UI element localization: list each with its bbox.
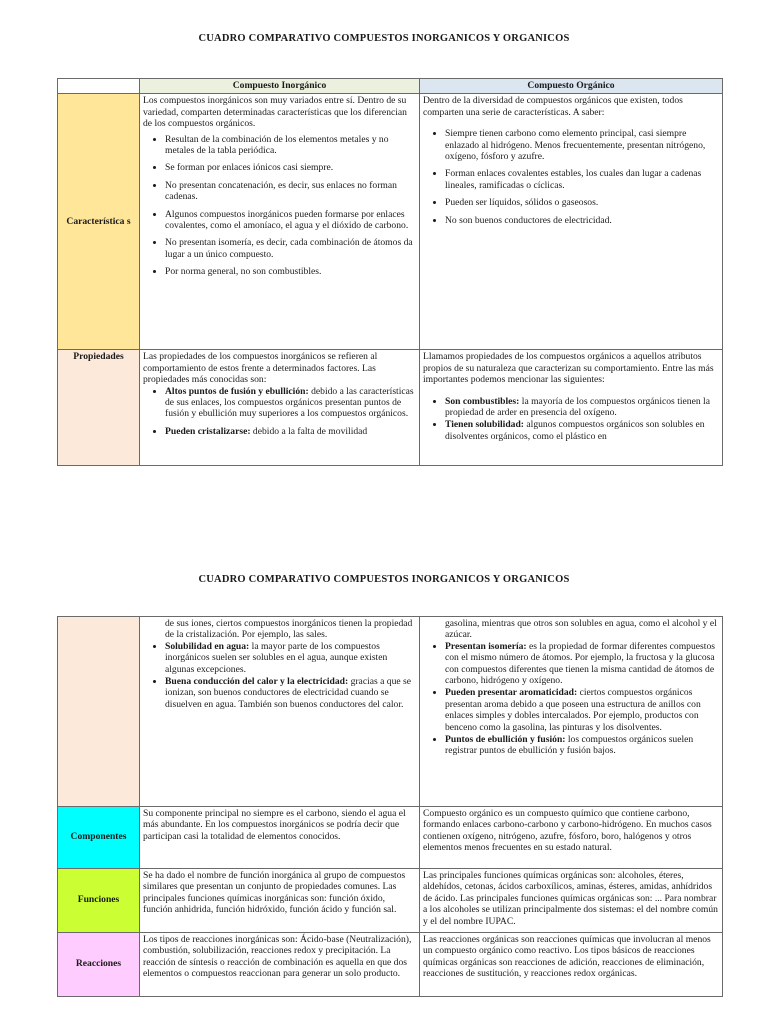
term-text: la mayor parte de los compuestos inorgánicos suelen ser solubles en el agua, aunque existen algunas excepciones. [165,640,388,675]
list-item [445,734,719,757]
list-item [445,396,719,419]
propiedades-inorg-intro: Las propiedades de los compuestos inorgánicos se refieren al comportamiento de estos frente a determinados factores. Las propiedades más conocidas son: [143,351,378,386]
label-funciones: Funciones [58,869,140,933]
list-item [165,641,416,675]
term-text: algunos compuestos orgánicos son solubles en disolventes orgánicos, como el plástico en [445,419,705,442]
continuacion-organic [420,617,723,807]
propiedades-org-list [423,396,719,443]
label-propiedades-continued [58,617,140,807]
list-item: • Resultan de la combinación de los elementos metales y no metales de la tabla periódica. [165,134,416,157]
list-item [445,419,719,442]
propiedades-inorganic [140,350,420,466]
term: Solubilidad en agua: [165,640,250,652]
list-item: • Algunos compuestos inorgánicos pueden formarse por enlaces covalentes, como el amoníaco, el agua y el dióxido de carbono. [165,209,416,232]
row-caracteristicas [58,94,723,350]
comparison-table-page-2 [57,616,723,997]
term-text: es la propiedad de formar diferentes compuestos con el mismo número de átomos. Por ejemplo, la fructosa y la glucosa con compuestos diferentes que tienen la misma cantidad de átomos de carbono, hidrógeno y oxígeno. [445,640,715,687]
reacciones-organic: Las reacciones orgánicas son reacciones químicas que involucran al menos un compuesto orgánico como reactivo. Los tipos básicos de reacciones químicas orgánicas son reacciones de adición, reacciones de eliminación, reacciones de sustitución, y reacciones redox orgánicas. [420,933,723,997]
componentes-organic: Compuesto orgánico es un compuesto químico que contiene carbono, formando enlaces carbono-carbono y carbono-hidrógeno. En muchos casos contienen oxígeno, nitrógeno, azufre, fósforo, boro, halógenos y otros elementos menos frecuentes en su estado natural. [420,807,723,869]
continuacion-inorganic [140,617,420,807]
continuacion-inorg-list [143,641,416,710]
list-item: • No son buenos conductores de electricidad. [445,215,719,226]
term-text: los compuestos orgánicos suelen registrar puntos de ebullición y fusión bajos. [445,734,694,757]
funciones-organic: Las principales funciones químicas orgánicas son: alcoholes, éteres, aldehídos, cetonas, ácidos carboxílicos, aminas, ésteres, amidas, anhídridos de ácido. Las principales funciones químicas orgánicas son: ... Para nombrar a los alcoholes se utilizan principalmente dos sistemas: el del nombre común y el del nombre IUPAC. [420,869,723,933]
label-componentes: Componentes [58,807,140,869]
caracteristicas-inorg-list [143,134,416,278]
list-item [445,641,719,687]
caracteristicas-org-intro: Dentro de la diversidad de compuestos orgánicos que existen, todos comparten una serie de características. A saber: [423,95,683,118]
list-item: • Por norma general, no son combustibles. [165,266,416,277]
table-header-row [58,79,723,94]
term: Puntos de ebullición y fusión: [445,734,566,746]
componentes-inorganic: Su componente principal no siempre es el carbono, siendo el agua el más abundante. En los compuestos inorgánicos se podría decir que participan casi la totalidad de elementos conocidos. [140,807,420,869]
propiedades-org-intro: Llamamos propiedades de los compuestos orgánicos a aquellos atributos propios de su naturaleza que caracterizan su comportamiento. Entre las más importantes podemos mencionar las siguientes: [423,351,714,386]
list-item: • Forman enlaces covalentes estables, los cuales dan lugar a cadenas lineales, ramificadas o cíclicas. [445,168,719,191]
continuacion-org-lead: gasolina, mientras que otros son solubles en agua, como el alcohol y el azúcar. [445,618,717,641]
term: Altos puntos de fusión y ebullición: [165,385,309,397]
label-reacciones: Reacciones [58,933,140,997]
row-propiedades [58,350,723,466]
term: Pueden presentar aromaticidad: [445,687,578,699]
header-organic: Compuesto Orgánico [420,79,723,94]
propiedades-inorg-list [143,386,416,438]
reacciones-inorganic: Los tipos de reacciones inorgánicas son: Ácido-base (Neutralización), combustión, solubilización, reacciones redox y precipitación. La reacción de síntesis o reacción de combinación es aquella en que dos elementos o compuestos reaccionan para generar un solo producto. [140,933,420,997]
term-text: ciertos compuestos orgánicos presentan aroma debido a que poseen una estructura de anillos con enlaces simples y dobles intercalados. Por ejemplo, productos con benceno como la gasolina, las pinturas y los disolventes. [445,687,701,733]
term: Presentan isomería: [445,640,527,652]
term: Pueden cristalizarse: [165,425,251,437]
term: Buena conducción del calor y la electricidad: [165,676,349,688]
continuacion-org-list [423,641,719,757]
header-empty-cell [58,79,140,94]
header-inorganic: Compuesto Inorgánico [140,79,420,94]
row-funciones [58,869,723,933]
list-item: • Pueden ser líquidos, sólidos o gaseosos. [445,197,719,208]
caracteristicas-inorganic [140,94,420,350]
caracteristicas-inorg-intro: Los compuestos inorgánicos son muy variados entre sí. Dentro de su variedad, comparten determinadas características que los diferencian de los compuestos orgánicos. [143,95,407,130]
list-item [445,687,719,733]
list-item: • Siempre tienen carbono como elemento principal, casi siempre enlazado al hidrógeno. Menos frecuentemente, presentan nitrógeno, oxígeno, fósforo y azufre. [445,128,719,162]
list-item [165,676,416,710]
list-item: • No presentan isomería, es decir, cada combinación de átomos da lugar a un único compuesto. [165,237,416,260]
list-item [165,386,416,420]
list-item: • Se forman por enlaces iónicos casi siempre. [165,162,416,173]
term-text: gracias a que se ionizan, son buenos conductores de electricidad cuando se disuelven en agua. También son buenos conductores del calor. [165,676,412,710]
row-propiedades-continued [58,617,723,807]
term-text: debido a la falta de movilidad [250,425,368,437]
list-item: • No presentan concatenación, es decir, sus enlaces no forman cadenas. [165,180,416,203]
caracteristicas-organic [420,94,723,350]
term: Son combustibles: [445,395,520,407]
row-componentes [58,807,723,869]
funciones-inorganic: Se ha dado el nombre de función inorgánica al grupo de compuestos similares que presentan un conjunto de propiedades comunes. Las principales funciones químicas inorgánicas son: función óxido, función anhidrida, función hidróxido, función ácido y función sal. [140,869,420,933]
propiedades-organic [420,350,723,466]
row-reacciones [58,933,723,997]
term: Tienen solubilidad: [445,419,525,431]
label-propiedades: Propiedades [58,350,140,466]
term-text: debido a las características de sus enlaces, los compuestos orgánicos presentan puntos de fusión y ebullición muy superiores a los compuestos orgánicos. [165,385,414,420]
continuacion-inorg-lead: de sus iones, ciertos compuestos inorgánicos tienen la propiedad de la cristalización. Por ejemplo, las sales. [165,618,413,641]
page-title: CUADRO COMPARATIVO COMPUESTOS INORGANICOS Y ORGANICOS [198,33,570,44]
caracteristicas-org-list [423,128,719,226]
term-text: la mayoría de los compuestos orgánicos tienen la propiedad de arder en presencia del oxígeno. [445,395,710,419]
comparison-table-page-1 [57,78,723,466]
label-caracteristicas: Característica s [58,94,140,350]
list-item [165,426,416,437]
page-title-continued: CUADRO COMPARATIVO COMPUESTOS INORGANICOS Y ORGANICOS [198,574,570,585]
